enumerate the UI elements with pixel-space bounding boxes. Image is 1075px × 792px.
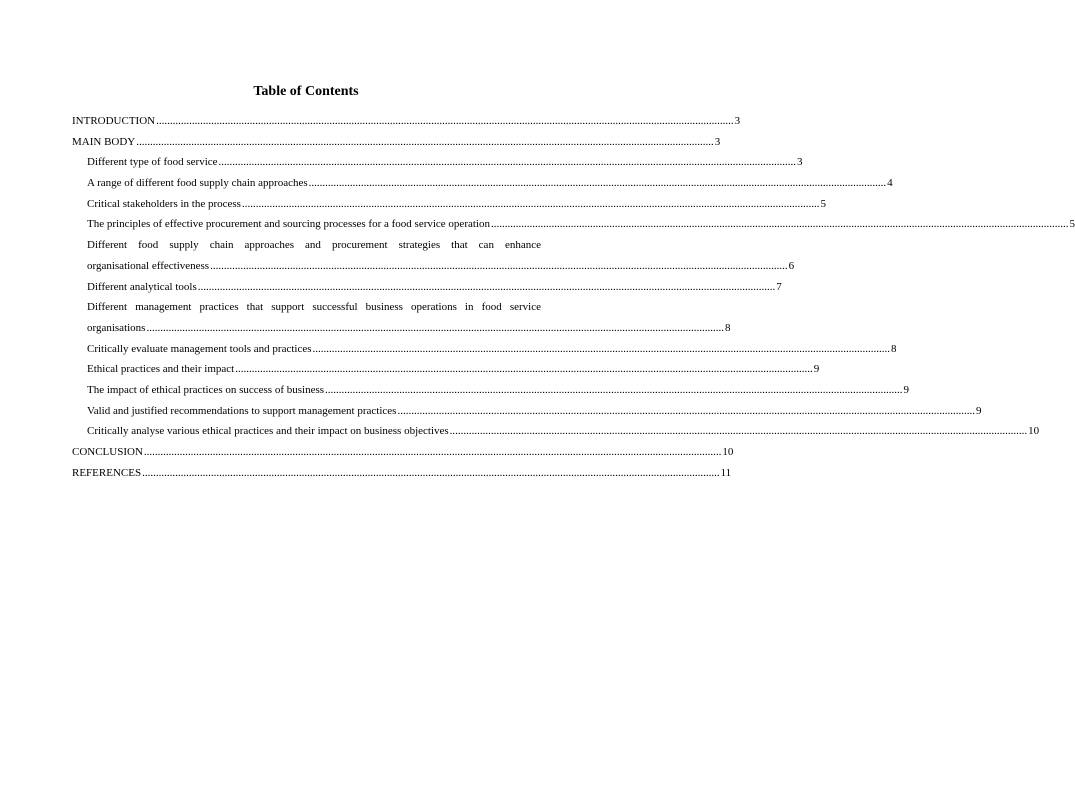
table-of-contents [72, 111, 1075, 483]
toc-entry-label: CONCLUSION [72, 446, 143, 458]
toc-entry-label: Different food supply chain approaches and procurement strategies that can enhance [87, 239, 541, 252]
toc-entry-label: Critical stakeholders in the process [87, 197, 241, 210]
dot-leader: .................................................................................................................................................................................................................. [143, 446, 722, 458]
toc-page-number: 8 [724, 321, 731, 334]
dot-leader: .................................................................................................................................................................................................................. [312, 342, 890, 355]
toc-entry-label: Different analytical tools [87, 280, 197, 293]
toc-entry-critical-stakeholders[interactable] [72, 194, 826, 215]
dot-leader: .................................................................................................................................................................................................................. [241, 197, 820, 210]
toc-entry-label-continued: organisations [87, 321, 146, 334]
dot-leader: .................................................................................................................................................................................................................. [308, 177, 887, 190]
dot-leader: .................................................................................................................................................................................................................. [325, 383, 903, 396]
toc-entry-label: The impact of ethical practices on success of business [87, 383, 325, 396]
toc-entry-food-service-types[interactable] [72, 152, 803, 173]
toc-entry-procurement-principles[interactable] [72, 214, 1075, 235]
toc-entry-analytical-tools[interactable] [72, 277, 782, 298]
dot-leader: .................................................................................................................................................................................................................. [218, 156, 797, 169]
toc-entry-label: Critically analyse various ethical practices and their impact on business objectives [87, 425, 449, 438]
toc-entry-label: MAIN BODY [72, 135, 136, 148]
toc-page-number: 8 [891, 342, 897, 355]
toc-entry-recommendations[interactable] [72, 401, 982, 422]
toc-entry-label: Different management practices that support successful business operations in food service [87, 301, 541, 314]
toc-entry-management-practices[interactable] [72, 297, 731, 338]
toc-entry-label: The principles of effective procurement and sourcing processes for a food service operation [87, 218, 490, 231]
toc-page-number: 9 [975, 404, 982, 417]
dot-leader: .................................................................................................................................................................................................................. [449, 425, 1028, 438]
toc-page-number: 9 [813, 363, 820, 376]
toc-page-number: 11 [720, 466, 732, 479]
toc-page-number: 6 [788, 259, 795, 272]
toc-page-number: 3 [714, 135, 721, 148]
toc-entry-references[interactable] [72, 463, 732, 484]
toc-entry-ethical-impact-success[interactable] [72, 380, 910, 401]
toc-page-number: 3 [734, 115, 741, 127]
toc-entry-conclusion[interactable] [72, 442, 734, 463]
dot-leader: .................................................................................................................................................................................................................. [210, 259, 788, 272]
dot-leader: .................................................................................................................................................................................................................. [235, 363, 813, 376]
toc-entry-label: INTRODUCTION [72, 115, 156, 127]
toc-page-number: 5 [820, 197, 826, 210]
dot-leader: .................................................................................................................................................................................................................. [146, 321, 724, 334]
toc-page-number: 4 [887, 177, 893, 190]
toc-entry-label-continued: organisational effectiveness [87, 259, 210, 272]
toc-entry-main-body[interactable] [72, 132, 721, 153]
toc-page-number: 7 [776, 280, 782, 293]
toc-entry-label: Ethical practices and their impact [87, 363, 235, 376]
toc-entry-label: Different type of food service [87, 156, 218, 169]
toc-entry-ethical-practices[interactable] [72, 359, 820, 380]
toc-page-number: 3 [797, 156, 803, 169]
page-title: Table of Contents [253, 84, 359, 99]
toc-entry-label: Valid and justified recommendations to support management practices [87, 404, 397, 417]
toc-entry-analyse-ethical-practices[interactable] [72, 421, 1040, 442]
dot-leader: .................................................................................................................................................................................................................. [397, 404, 975, 417]
dot-leader: .................................................................................................................................................................................................................. [490, 218, 1069, 231]
toc-entry-label: Critically evaluate management tools and practices [87, 342, 312, 355]
toc-page-number: 10 [1028, 425, 1040, 438]
dot-leader: .................................................................................................................................................................................................................. [156, 115, 734, 127]
dot-leader: .................................................................................................................................................................................................................. [136, 135, 714, 148]
toc-page-number: 10 [722, 446, 734, 458]
toc-entry-introduction[interactable] [72, 111, 741, 132]
toc-entry-supply-chain-approaches[interactable] [72, 173, 893, 194]
dot-leader: .................................................................................................................................................................................................................. [197, 280, 776, 293]
toc-page-number: 9 [903, 383, 910, 396]
toc-entry-procurement-strategies[interactable] [72, 235, 795, 276]
toc-entry-label: A range of different food supply chain approaches [87, 177, 308, 190]
toc-page-number: 5 [1069, 218, 1075, 231]
dot-leader: .................................................................................................................................................................................................................. [142, 466, 720, 479]
toc-entry-label: REFERENCES [72, 466, 142, 479]
toc-entry-evaluate-management-tools[interactable] [72, 339, 897, 360]
